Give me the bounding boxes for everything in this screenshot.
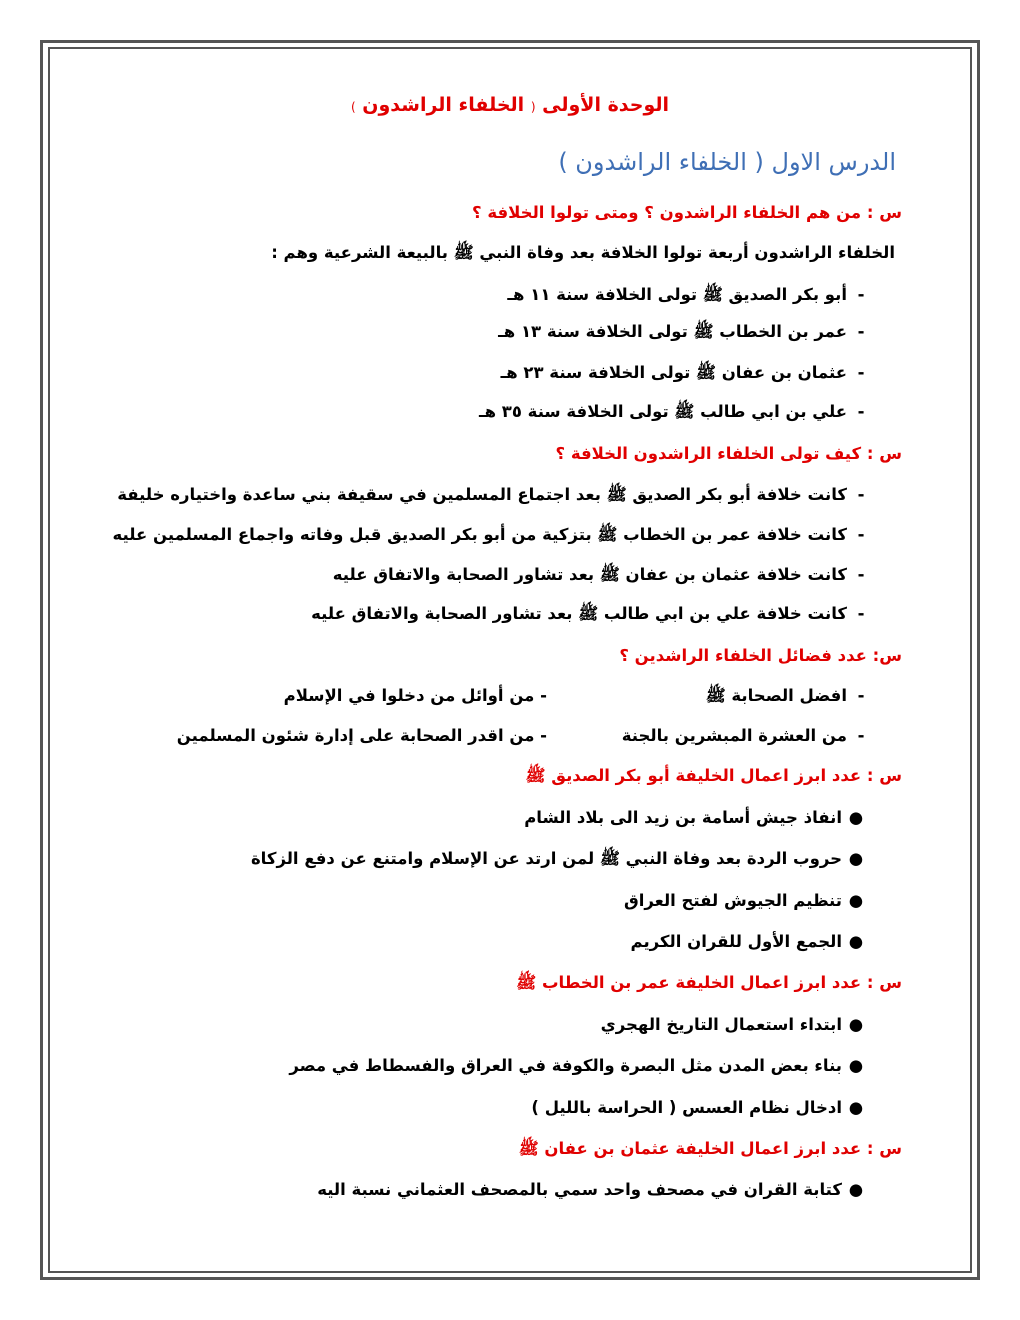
list-item: ●انفاذ جيش أسامة بن زيد الى بلاد الشام [524,808,864,827]
list-item: -كانت خلافة عثمان بن عفان ﷺ بعد تشاور الصحابة والاتفاق عليه [332,565,865,584]
list-item: -عمر بن الخطاب ﷺ تولى الخلافة سنة ١٣ هـ [498,322,865,341]
list-item: ●بناء بعض المدن مثل البصرة والكوفة في العراق والفسطاط في مصر [289,1056,864,1075]
q1-intro: الخلفاء الراشدون أربعة تولوا الخلافة بعد وفاة النبي ﷺ بالبيعة الشرعية وهم : [271,243,895,262]
unit-title [0,94,1020,116]
list-item-col2: - من أوائل من دخلوا في الإسلام [283,686,547,705]
list-item: ●الجمع الأول للقران الكريم [630,932,864,951]
list-item: ●تنظيم الجيوش لفتح العراق [623,891,864,910]
question-2: س : كيف تولى الخلفاء الراشدون الخلافة ؟ [555,444,902,463]
list-item: ●ابتداء استعمال التاريخ الهجري [600,1015,864,1034]
list-item-col2: - من اقدر الصحابة على إدارة شئون المسلمين [176,726,547,745]
question-1: س : من هم الخلفاء الراشدون ؟ ومتى تولوا الخلافة ؟ [472,203,902,222]
question-6: س : عدد ابرز اعمال الخليفة عثمان بن عفان ﷺ [518,1139,902,1158]
list-item: -علي بن ابي طالب ﷺ تولى الخلافة سنة ٣٥ هـ [478,402,865,421]
unit-title-sub: الخلفاء الراشدون [362,94,525,116]
unit-title-main: الوحدة الأولى [542,94,670,116]
list-item: -كانت خلافة علي بن ابي طالب ﷺ بعد تشاور الصحابة والاتفاق عليه [311,604,865,623]
list-item: -عثمان بن عفان ﷺ تولى الخلافة سنة ٢٣ هـ [500,363,865,382]
list-item: -كانت خلافة أبو بكر الصديق ﷺ بعد اجتماع المسلمين في سقيفة بني ساعدة واختياره خليفة [117,485,865,504]
list-item: -افضل الصحابة ﷺ [705,686,865,705]
list-item: ●ادخال نظام العسس ( الحراسة بالليل ) [531,1098,864,1117]
list-item: -كانت خلافة عمر بن الخطاب ﷺ بتزكية من أبو بكر الصديق قبل وفاته واجماع المسلمين عليه [112,525,865,544]
list-item: ●حروب الردة بعد وفاة النبي ﷺ لمن ارتد عن الإسلام وامتنع عن دفع الزكاة [250,849,864,868]
question-4: س : عدد ابرز اعمال الخليفة أبو بكر الصديق ﷺ [525,766,902,785]
lesson-title: الدرس الاول ( الخلفاء الراشدون ) [558,148,896,176]
unit-title-close: ) [350,100,356,114]
question-3: س: عدد فضائل الخلفاء الراشدين ؟ [619,646,902,665]
list-item: -أبو بكر الصديق ﷺ تولى الخلافة سنة ١١ هـ [507,285,865,304]
question-5: س : عدد ابرز اعمال الخليفة عمر بن الخطاب ﷺ [516,973,902,992]
list-item: -من العشرة المبشرين بالجنة [621,726,865,745]
unit-title-open: ( [530,100,536,114]
list-item: ●كتابة القران في مصحف واحد سمي بالمصحف العثماني نسبة اليه [317,1180,864,1199]
